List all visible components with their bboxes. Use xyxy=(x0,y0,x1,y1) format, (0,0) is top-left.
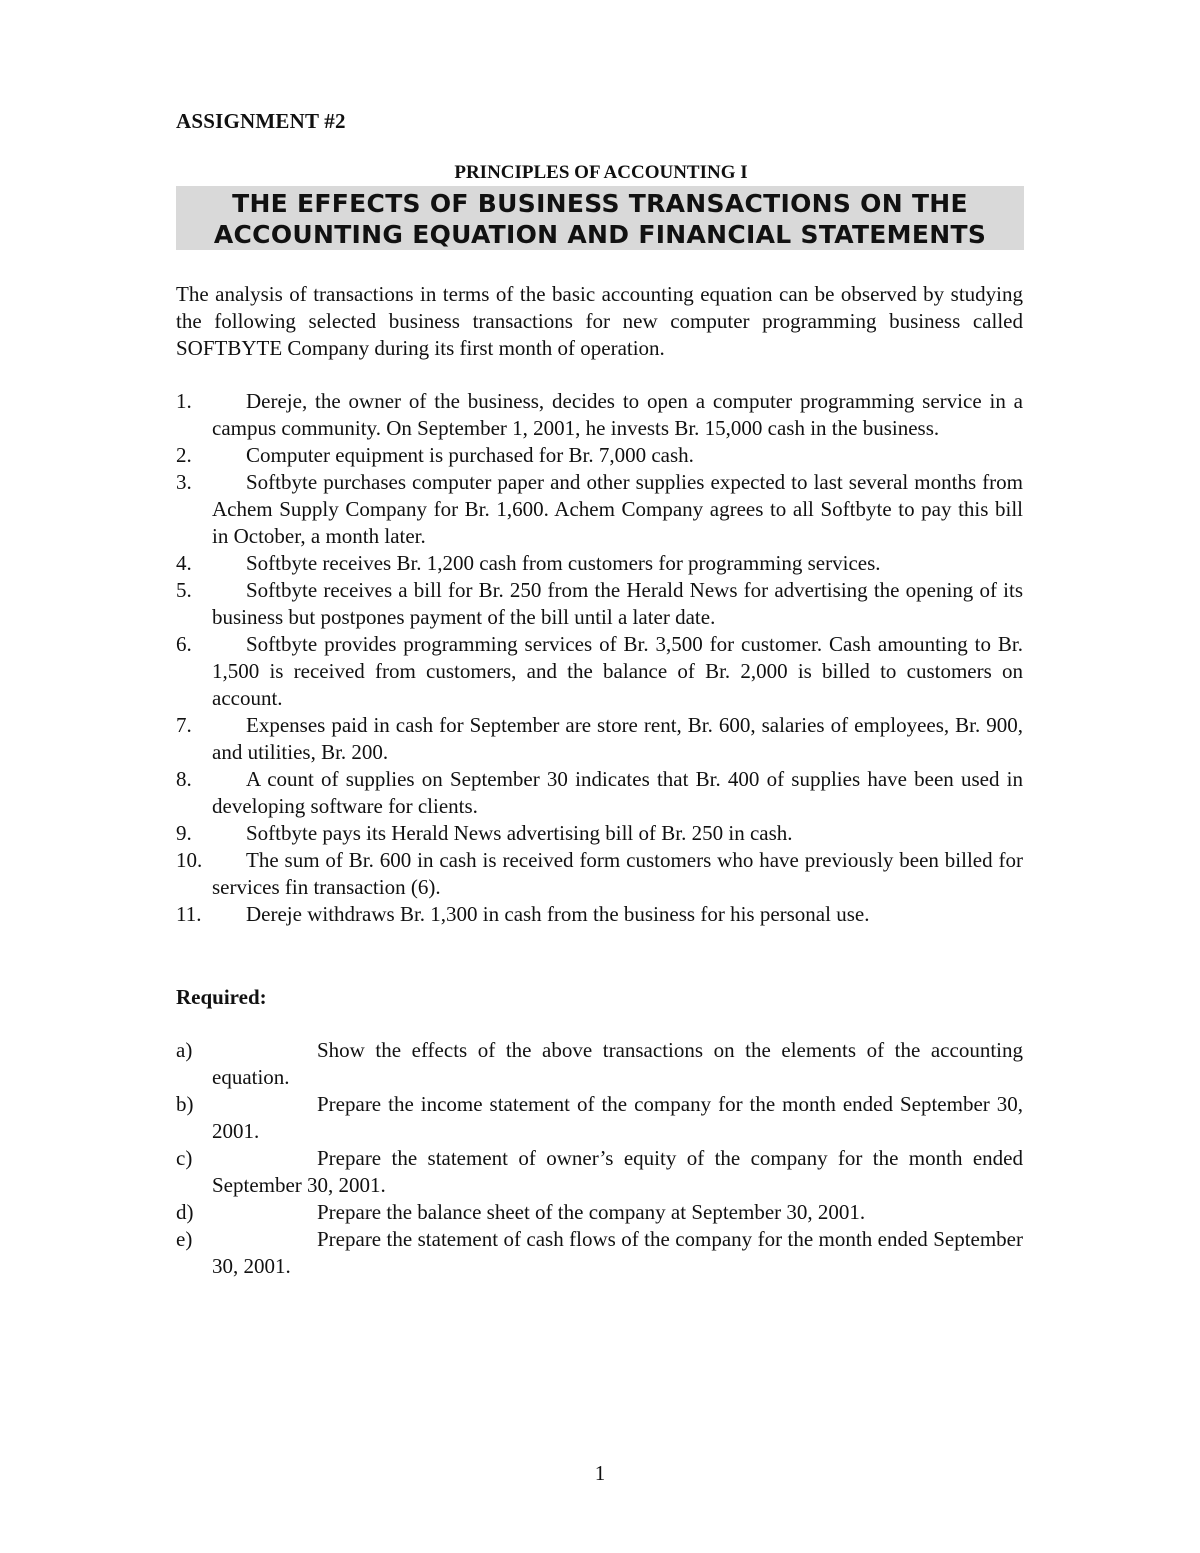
list-item xyxy=(176,1226,1023,1280)
list-item-number: 3. xyxy=(176,470,192,494)
list-item-letter: c) xyxy=(176,1146,193,1170)
list-item-number: 9. xyxy=(176,821,192,845)
list-item xyxy=(176,1145,1023,1199)
list-item-number: 5. xyxy=(176,578,192,602)
list-item-letter: e) xyxy=(176,1227,193,1251)
list-item-number: 10. xyxy=(176,848,203,872)
list-item-text: Dereje, the owner of the business, decides to open a computer programming service in a campus community. On September 1, 2001, he invests Br. 15,000 cash in the business. xyxy=(212,389,1023,440)
list-item xyxy=(176,1037,1023,1091)
list-item xyxy=(176,1199,1023,1226)
list-item-letter: a) xyxy=(176,1038,193,1062)
list-item-text: Show the effects of the above transactions on the elements of the accounting equation. xyxy=(212,1038,1023,1089)
list-item-text: A count of supplies on September 30 indicates that Br. 400 of supplies have been used in developing software for clients. xyxy=(212,767,1023,818)
list-item-text: Prepare the statement of owner’s equity of the company for the month ended September 30, 2001. xyxy=(212,1146,1023,1197)
list-item xyxy=(176,388,1023,442)
list-item-text: The sum of Br. 600 in cash is received form customers who have previously been billed for services fin transaction (6). xyxy=(212,848,1023,899)
list-item xyxy=(176,766,1023,820)
list-item xyxy=(176,577,1023,631)
list-item-letter: d) xyxy=(176,1200,194,1224)
main-title xyxy=(176,186,1024,250)
list-item xyxy=(176,847,1023,901)
list-item-number: 8. xyxy=(176,767,192,791)
list-item-number: 7. xyxy=(176,713,192,737)
list-item-text: Computer equipment is purchased for Br. 7,000 cash. xyxy=(246,443,694,467)
list-item-number: 11. xyxy=(176,902,202,926)
list-item xyxy=(176,550,1023,577)
list-item-text: Expenses paid in cash for September are store rent, Br. 600, salaries of employees, Br. 900, and utilities, Br. 200. xyxy=(212,713,1023,764)
list-item xyxy=(176,1091,1023,1145)
list-item-text: Softbyte provides programming services of Br. 3,500 for customer. Cash amounting to Br. 1,500 is received from customers, and the balance of Br. 2,000 is billed to customers on account. xyxy=(212,632,1023,710)
list-item-number: 4. xyxy=(176,551,192,575)
page-number: 1 xyxy=(594,1461,606,1485)
list-item xyxy=(176,901,1023,928)
required-heading: Required: xyxy=(176,985,267,1009)
list-item-number: 1. xyxy=(176,389,192,413)
list-item-text: Softbyte purchases computer paper and other supplies expected to last several months from Achem Supply Company for Br. 1,600. Achem Company agrees to all Softbyte to pay this bill in October, a month later. xyxy=(212,470,1023,548)
list-item-text: Softbyte receives a bill for Br. 250 from the Herald News for advertising the opening of its business but postpones payment of the bill until a later date. xyxy=(212,578,1023,629)
list-item xyxy=(176,631,1023,712)
list-item xyxy=(176,442,1023,469)
list-item-number: 6. xyxy=(176,632,192,656)
list-item-text: Softbyte pays its Herald News advertising bill of Br. 250 in cash. xyxy=(246,821,793,845)
transaction-list xyxy=(176,388,1023,928)
main-title-line-1: THE EFFECTS OF BUSINESS TRANSACTIONS ON THE xyxy=(232,189,968,218)
list-item xyxy=(176,469,1023,550)
list-item-text: Softbyte receives Br. 1,200 cash from customers for programming services. xyxy=(246,551,881,575)
list-item-text: Prepare the statement of cash flows of the company for the month ended September 30, 2001. xyxy=(212,1227,1023,1278)
required-list xyxy=(176,1037,1023,1280)
list-item-number: 2. xyxy=(176,443,192,467)
list-item xyxy=(176,820,1023,847)
list-item xyxy=(176,712,1023,766)
list-item-text: Prepare the balance sheet of the company at September 30, 2001. xyxy=(317,1200,866,1224)
main-title-line-2: ACCOUNTING EQUATION AND FINANCIAL STATEMENTS xyxy=(213,220,987,249)
list-item-letter: b) xyxy=(176,1092,194,1116)
assignment-label: ASSIGNMENT #2 xyxy=(176,109,346,133)
intro-paragraph: The analysis of transactions in terms of the basic accounting equation can be observed by studying the following selected business transactions for new computer programming business called SOFTBYTE Company during its first month of operation. xyxy=(176,282,1023,360)
list-item-text: Prepare the income statement of the company for the month ended September 30, 2001. xyxy=(212,1092,1023,1143)
course-title: PRINCIPLES OF ACCOUNTING I xyxy=(454,162,748,183)
list-item-text: Dereje withdraws Br. 1,300 in cash from the business for his personal use. xyxy=(246,902,870,926)
